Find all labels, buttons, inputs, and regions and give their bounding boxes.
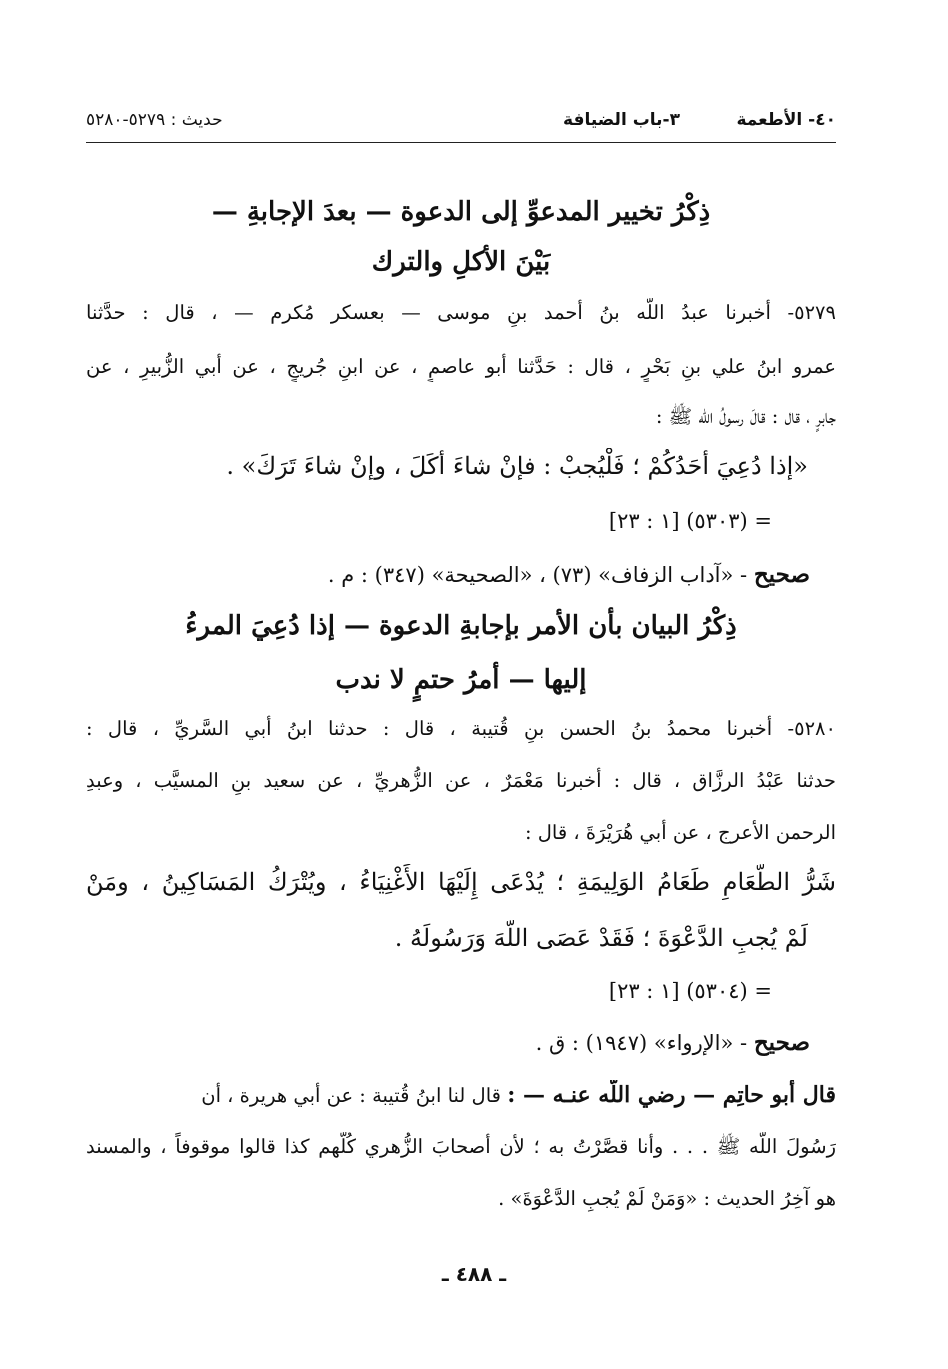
section-heading-2-line2: إليها — أمرُ حتمٍ لا ندب	[335, 665, 587, 695]
hadith-5280-reference: = (٥٣٠٤) [١ : ٢٣]	[608, 979, 772, 1003]
commentary-speaker: قال أبو حاتِم — رضي اللّه عنـه — :	[507, 1082, 836, 1108]
hadith-5280-grade-sources: - «الإرواء» (١٩٤٧) : ق .	[535, 1031, 754, 1055]
hadith-5280-isnad-line1: ٥٢٨٠- أخبرنا محمدُ بنُ الحسن بنِ قُتيبة ، قال : حدثنا ابنُ أبي السَّريِّ ، قال :	[86, 717, 836, 740]
header-divider	[86, 142, 836, 143]
hadith-5279-grade-sources: - «آداب الزفاف» (٧٣) ، «الصحيحة» (٣٤٧) : م .	[327, 563, 754, 587]
header-hadith-range: حديث : ٥٢٧٩-٥٢٨٠	[86, 110, 223, 130]
commentary-line3: هو آخِرُ الحديث : «وَمَنْ لَمْ يُجبِ الدَّعْوَةَ» .	[498, 1187, 836, 1210]
header-book-title: ٤٠- الأطعمة	[736, 110, 836, 130]
hadith-5280-text-line1: شَرُّ الطَّعَامِ طَعَامُ الوَلِيمَةِ ؛ يُدْعَى إِلَيْهَا الأَغْنِيَاءُ ، ويُتْرَكُ المَسَاكِينُ ، ومَنْ	[86, 868, 836, 896]
hadith-5279-reference: = (٥٣٠٣) [١ : ٢٣]	[608, 509, 772, 533]
hadith-5279-isnad-line3: جابرٍ ، قال : قالَ رسولُ اللّه ﷺ :	[655, 405, 836, 428]
hadith-5280-text-line2: لَمْ يُجبِ الدَّعْوَةَ ؛ فَقَدْ عَصَى اللّهَ وَرَسُولَهُ .	[394, 924, 808, 952]
hadith-5279-isnad-line1: ٥٢٧٩- أخبرنا عبدُ اللّه بنُ أحمد بنِ موسى — بعسكر مُكرم — ، قال : حدَّثنا	[86, 301, 836, 324]
commentary-line2: رَسُولَ اللّه ﷺ . . . وأنا قصَّرْتُ به ؛ لأن أصحابَ الزُّهري كُلَّهم كذا قالوا موقوفاً ، والمسند	[86, 1135, 836, 1158]
hadith-5279-grading	[86, 560, 810, 590]
hadith-5280-isnad-line2: حدثنا عَبْدُ الرزَّاق ، قال : أخبرنا مَعْمَرٌ ، عن الزُّهريِّ ، عن سعيد بنِ المسيَّب ، وعبدِ	[86, 769, 836, 792]
header-chapter-title: ٣-باب الضيافة	[563, 110, 680, 130]
commentary-line1-text: قال لنا ابنُ قُتيبة : عن أبي هريرة ، أن	[201, 1084, 508, 1107]
page-number: ـ ٤٨٨ ـ	[441, 1262, 507, 1286]
hadith-5280-isnad-line3: الرحمن الأعرج ، عن أبي هُرَيْرَةَ ، قال :	[524, 821, 836, 844]
running-header	[86, 106, 836, 140]
section-heading-1-line2: بَيْنَ الأكلِ والترك	[371, 247, 551, 277]
section-heading-1-line1: ذِكْرُ تخيير المدعوِّ إلى الدعوة — بعدَ الإجابةِ —	[211, 197, 711, 227]
hadith-5279-isnad-line2: عمرو ابنُ علي بنِ بَحْرٍ ، قال : حَدَّثنا أبو عاصمٍ ، عن ابنِ جُريجٍ ، عن أبي الزُّبيرِ ، عن	[86, 355, 836, 378]
hadith-5279-text: «إذا دُعِيَ أحَدُكُمْ ؛ فَلْيُجبْ : فإنْ شاءَ أكَلَ ، وإنْ شاءَ تَرَكَ» .	[226, 452, 808, 480]
section-heading-2-line1: ذِكْرُ البيان بأن الأمر بإجابةِ الدعوة — إذا دُعِيَ المرءُ	[185, 611, 737, 641]
hadith-5280-grading	[86, 1028, 810, 1058]
hadith-5279-grade-word: صحيح	[753, 561, 810, 588]
commentary-line1	[86, 1080, 836, 1111]
hadith-5280-grade-word: صحيح	[753, 1029, 810, 1056]
